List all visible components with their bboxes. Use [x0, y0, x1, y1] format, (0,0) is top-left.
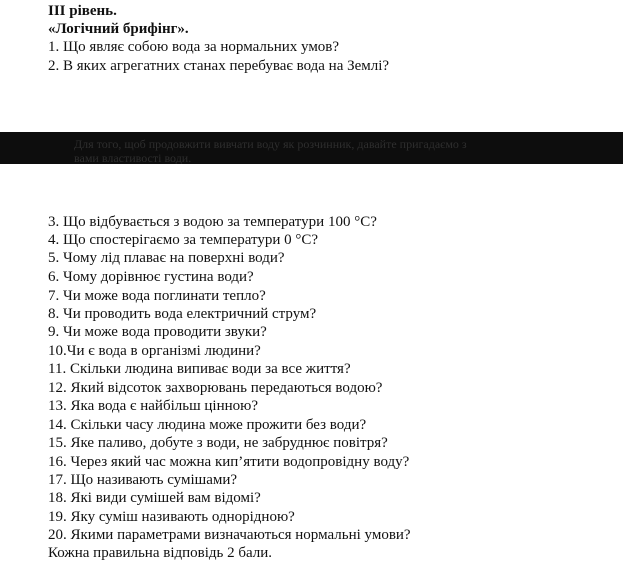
question-15: 15. Яке паливо, добуте з води, не забруднює повітря? — [48, 435, 388, 451]
question-4: 4. Що спостерігаємо за температури 0 °С? — [48, 232, 319, 248]
scoring-note: Кожна правильна відповідь 2 бали. — [48, 545, 273, 561]
dark-overlay-band — [0, 132, 623, 164]
question-7: 7. Чи може вода поглинати тепло? — [48, 288, 266, 304]
question-19: 19. Яку суміш називають однорідною? — [48, 509, 295, 525]
question-18: 18. Які види сумішей вам відомі? — [48, 490, 261, 506]
overlay-text-line-2: вами властивості води. — [74, 151, 192, 164]
question-13: 13. Яка вода є найбільш цінною? — [48, 398, 258, 414]
question-2: 2. В яких агрегатних станах перебуває вода на Землі? — [48, 58, 390, 74]
overlay-text-line-1: Для того, щоб продовжити вивчати воду як розчинник, давайте пригадаємо з — [74, 137, 467, 151]
question-20: 20. Якими параметрами визначаються нормальні умови? — [48, 527, 411, 543]
question-1: 1. Що являє собою вода за нормальних умов? — [48, 39, 340, 55]
question-6: 6. Чому дорівнює густина води? — [48, 269, 254, 285]
question-17: 17. Що називають сумішами? — [48, 472, 238, 488]
question-5: 5. Чому лід плаває на поверхні води? — [48, 250, 285, 266]
section-title: «Логічний брифінг». — [48, 21, 189, 37]
question-11: 11. Скільки людина випиває води за все життя? — [48, 361, 351, 377]
question-12: 12. Який відсоток захворювань передаються водою? — [48, 380, 383, 396]
question-16: 16. Через який час можна кип’ятити водопровідну воду? — [48, 454, 410, 470]
question-9: 9. Чи може вода проводити звуки? — [48, 324, 267, 340]
level-heading: III рівень. — [48, 3, 117, 19]
question-14: 14. Скільки часу людина може прожити без води? — [48, 417, 367, 433]
question-3: 3. Що відбувається з водою за температури 100 °С? — [48, 214, 377, 230]
question-10: 10.Чи є вода в організмі людини? — [48, 343, 261, 359]
question-8: 8. Чи проводить вода електричний струм? — [48, 306, 317, 322]
